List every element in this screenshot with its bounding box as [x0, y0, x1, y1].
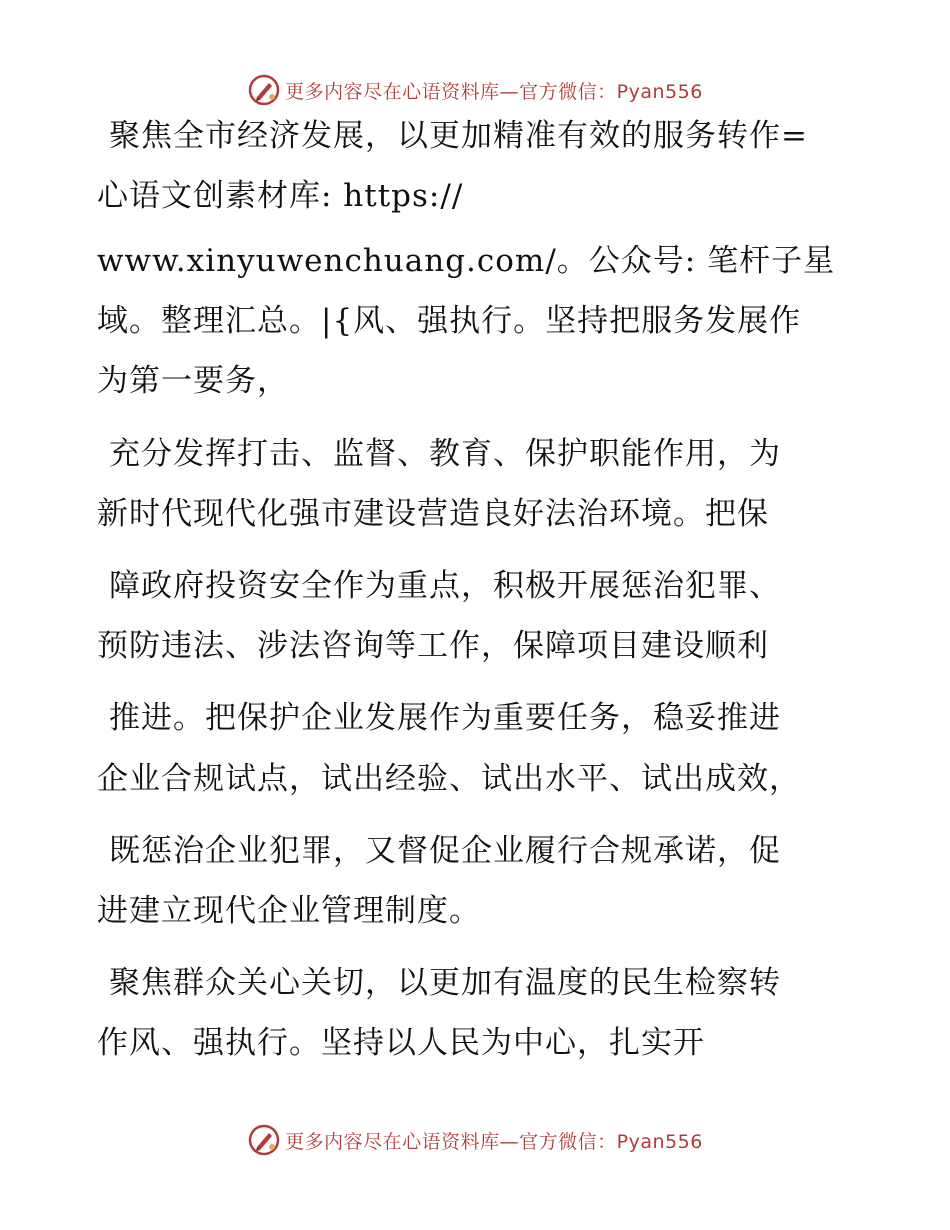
- paragraph-line: 聚焦全市经济发展，以更加精准有效的服务转作=: [109, 118, 808, 154]
- paragraph-line: www.xinyuwenchuang.com/。公众号: 笔杆子星: [97, 243, 836, 279]
- paragraph-line: 障政府投资安全作为重点，积极开展惩治犯罪、: [109, 568, 781, 604]
- paragraph-line: 充分发挥打击、监督、教育、保护职能作用，为: [109, 436, 781, 472]
- footer-banner: [0, 1120, 950, 1160]
- pen-logo-icon: [247, 1123, 281, 1157]
- pen-logo-icon: [247, 73, 281, 107]
- paragraph-line: 企业合规试点，试出经验、试出水平、试出成效，: [97, 761, 801, 797]
- paragraph-line: 推进。把保护企业发展作为重要任务，稳妥推进: [109, 700, 781, 736]
- paragraph-line: 既惩治企业犯罪，又督促企业履行合规承诺，促: [109, 833, 781, 869]
- paragraph-line: 进建立现代企业管理制度。: [97, 893, 481, 929]
- paragraph-line: 心语文创素材库: https://: [97, 178, 464, 214]
- banner-text: 更多内容尽在心语资料库—官方微信：Pyan556: [285, 1130, 703, 1153]
- paragraph-line: 为第一要务，: [97, 363, 289, 399]
- banner-text: 更多内容尽在心语资料库—官方微信：Pyan556: [285, 80, 703, 103]
- paragraph-line: 新时代现代化强市建设营造良好法治环境。把保: [97, 496, 769, 532]
- paragraph-line: 预防违法、涉法咨询等工作，保障项目建设顺利: [97, 628, 769, 664]
- paragraph-line: 聚焦群众关心关切，以更加有温度的民生检察转: [109, 965, 781, 1001]
- header-banner: [0, 70, 950, 110]
- paragraph-line: 域。整理汇总。|{风、强执行。坚持把服务发展作: [97, 303, 802, 339]
- paragraph-line: 作风、强执行。坚持以人民为中心，扎实开: [97, 1025, 705, 1061]
